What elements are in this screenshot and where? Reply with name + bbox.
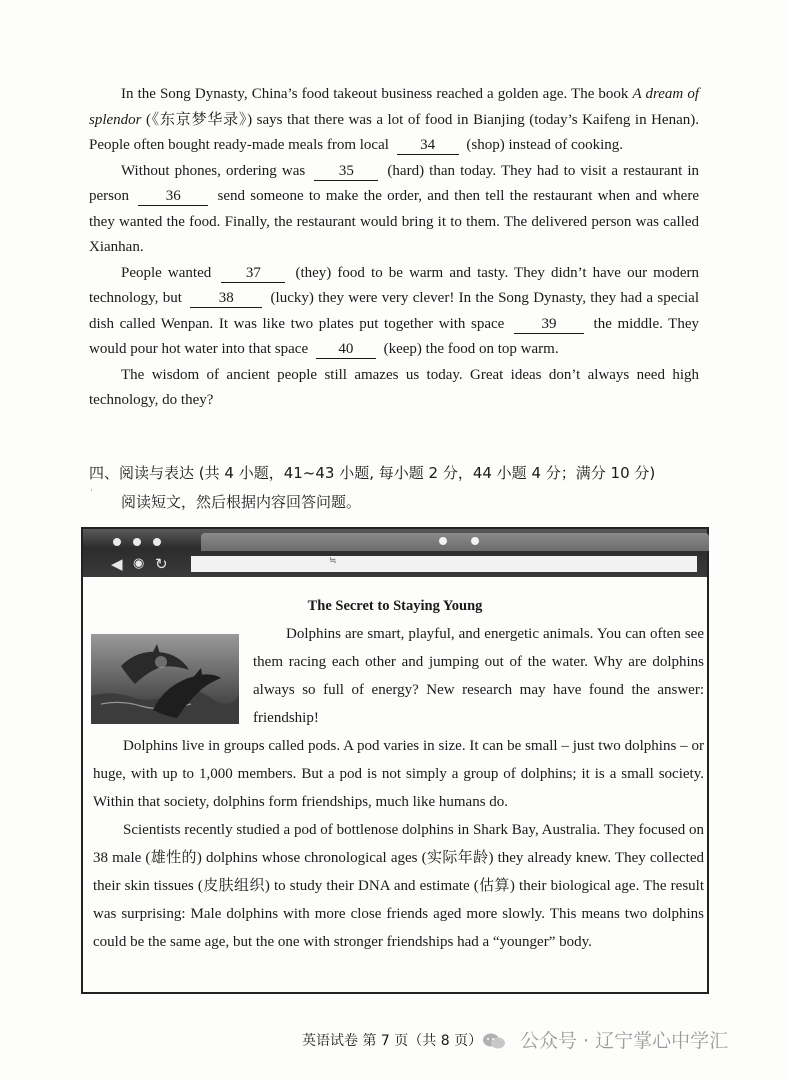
reload-icon[interactable]: ↻ [155, 555, 168, 573]
blank-37[interactable]: 37 [221, 265, 285, 283]
window-maximize-dot[interactable] [153, 538, 161, 546]
wechat-icon [482, 1032, 506, 1050]
blank-40[interactable]: 40 [316, 341, 376, 359]
address-bar[interactable] [191, 556, 697, 572]
tab-dot-left [439, 537, 447, 545]
blank-35[interactable]: 35 [314, 163, 378, 181]
watermark: 公众号 · 辽宁掌心中学汇 [520, 1030, 729, 1052]
passage-paragraph-1: In the Song Dynasty, China’s food takeout business reached a golden age. The book A dream of splendor (《东京梦华录》) says that there was a lot of food in Bianjing (today’s Kaifeng in Henan). People often bought ready-made meals from local 34 (shop) instead of cooking. [89, 86, 699, 153]
section-instruction: 阅读短文，然后根据内容回答问题。 [121, 493, 362, 511]
blank-34[interactable]: 34 [397, 137, 459, 155]
blank-39[interactable]: 39 [514, 316, 584, 334]
window-close-dot[interactable] [113, 538, 121, 546]
passage-paragraph-3: People wanted 37 (they) food to be warm and tasty. They didn’t have our modern technology, but 38 (lucky) they were very clever! In the Song Dynasty, they had a special dish called Wenpan. It was like two plates put together with space 39 the middle. They would pour hot water into that space 40 (keep) the food on top warm. [89, 264, 700, 357]
article-title: The Secret to Staying Young [307, 598, 483, 614]
dolphin-photo [91, 634, 239, 724]
tab-dot-right [471, 537, 479, 545]
article-paragraph-3: Scientists recently studied a pod of bottlenose dolphins in Shark Bay, Australia. They focused on 38 male (雄性的) dolphins whose chronological ages (实际年龄) they already knew. They collected their skin tissues (皮肤组织) to study their DNA and estimate (估算) their biological age. The result was surprising: Male dolphins with more close friends aged more slowly. This means two dolphins could be the same age, but the one with stronger friendships had a “younger” body. [93, 822, 704, 950]
browser-window [81, 527, 709, 994]
article-paragraph-2: Dolphins live in groups called pods. A pod varies in size. It can be small – just two dolphins – or huge, with up to 1,000 members. But a pod is not simply a group of dolphins; it is a small society. Within that society, dolphins form friendships, much like humans do. [93, 738, 704, 810]
browser-tab[interactable] [201, 533, 709, 551]
forward-circle-icon[interactable]: ◉ [133, 556, 145, 571]
window-minimize-dot[interactable] [133, 538, 141, 546]
blank-38[interactable]: 38 [190, 290, 262, 308]
page-number: 英语试卷 第 7 页（共 8 页） [302, 1033, 483, 1049]
dolphin-illustration [91, 634, 239, 724]
browser-toolbar [83, 529, 707, 577]
article-paragraph-1: Dolphins are smart, playful, and energetic animals. You can often see them racing each other and jumping out of the water. Why are dolphins always so full of energy? New research may have found the answer: friendship! [253, 626, 704, 726]
address-text: ≒ [329, 556, 337, 566]
scan-speck: ‘ [90, 487, 93, 497]
back-arrow-icon[interactable]: ◀ [111, 555, 123, 573]
blank-36[interactable]: 36 [138, 188, 208, 206]
passage-paragraph-2: Without phones, ordering was 35 (hard) than today. They had to visit a restaurant in person 36 send someone to make the order, and then tell the restaurant when and where they wanted the food. Finally, the restaurant would bring it to them. The delivered person was called Xianhan. [89, 162, 699, 255]
passage-paragraph-4: The wisdom of ancient people still amazes us today. Great ideas don’t always need high technology, do they? [89, 366, 699, 408]
section-title: 四、阅读与表达 (共 4 小题，41~43 小题, 每小题 2 分，44 小题 4 分；满分 10 分) [89, 464, 656, 482]
cloze-passage [89, 82, 699, 414]
book-title: A dream of splendor [89, 86, 699, 128]
